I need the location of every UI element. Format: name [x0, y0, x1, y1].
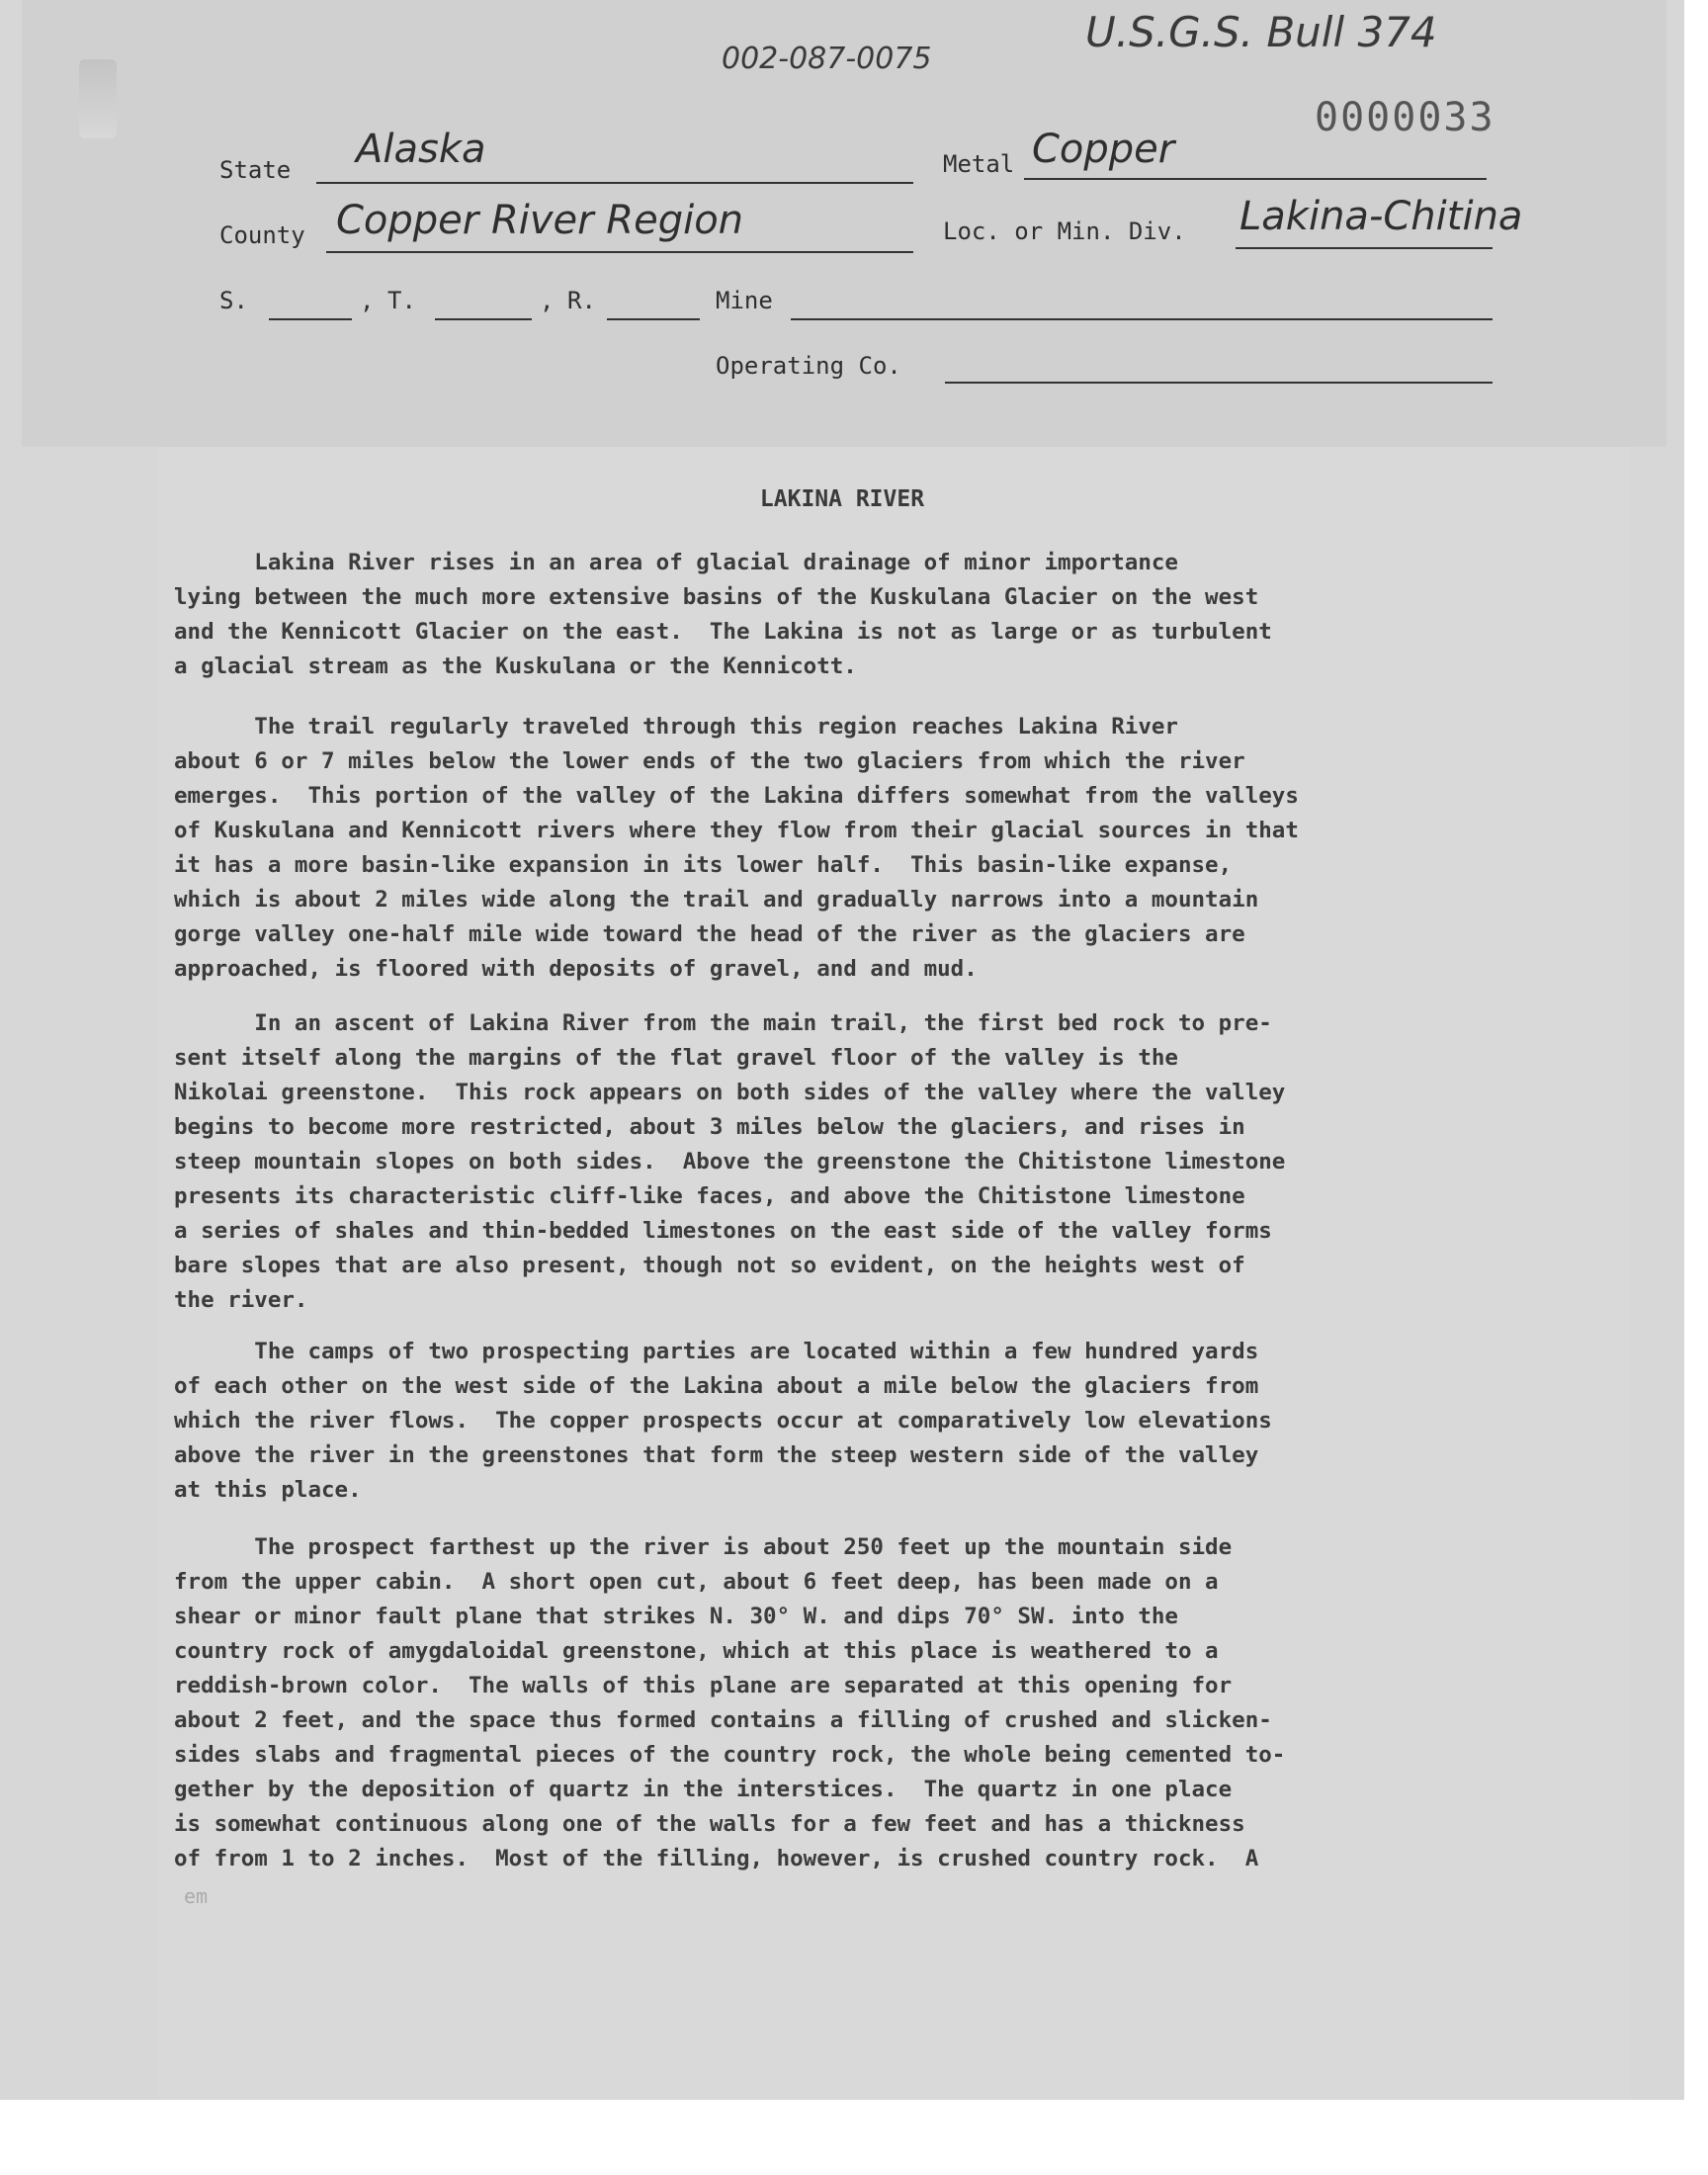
- t-label: T.: [387, 287, 416, 314]
- paragraph-2: The trail regularly traveled through this region reaches Lakina River about 6 or 7 miles below the lower ends of the two glaciers from which the river emerges. This portion of the valley of the Lakina differs somewhat from the valleys of Kuskulana and Kennicott rivers where they flow from their glacial sources in that it has a more basin-like expansion in its lower half. This basin-like expanse, which is about 2 miles wide along the trail and gradually narrows into a mountain gorge valley one-half mile wide toward the head of the river as the glaciers are approached, is floored with deposits of gravel, and and mud.: [174, 714, 1299, 982]
- metal-label: Metal: [943, 150, 1015, 178]
- mine-line: [791, 318, 1493, 320]
- stamp-number: 0000033: [1315, 95, 1495, 140]
- bulletin-reference: U.S.G.S. Bull 374: [1085, 8, 1437, 56]
- county-label: County: [219, 221, 305, 249]
- s-separator: ,: [360, 287, 375, 314]
- r-label: R.: [567, 287, 596, 314]
- mine-label: Mine: [716, 287, 773, 314]
- operating-line: [945, 382, 1493, 384]
- county-value: Copper River Region: [336, 198, 744, 243]
- file-number: 002-087-0075: [722, 42, 932, 76]
- metal-line: [1024, 178, 1487, 180]
- t-separator: ,: [540, 287, 555, 314]
- paragraph-4: The camps of two prospecting parties are located within a few hundred yards of each other on the west side of the Lakina about a mile below the glaciers from which the river flows. The copper prospects occur at comparatively low elevations above the river in the greenstones that form the steep western side of the valley at this place.: [174, 1339, 1272, 1503]
- county-line: [326, 251, 913, 253]
- paragraph-5: The prospect farthest up the river is about 250 feet up the mountain side from the upper cabin. A short open cut, about 6 feet deep, has been made on a shear or minor fault plane that strikes N. 30° W. and dips 70° SW. into the country rock of amygdaloidal greenstone, which at this place is weathered to a reddish-brown color. The walls of this plane are separated at this opening for about 2 feet, and the space thus formed contains a filling of crushed and slicken- sides slabs and fragmental pieces of the country rock, the whole being cemented to- gether by the deposition of quartz in the interstices. The quartz in one place is somewhat continuous along one of the walls for a few feet and has a thickness of from 1 to 2 inches. Most of the filling, however, is crushed country rock. A: [174, 1534, 1286, 1871]
- paragraph-3: In an ascent of Lakina River from the main trail, the first bed rock to pre- sent itself along the margins of the flat gravel floor of the valley is the Nikolai greenstone. This rock appears on both sides of the valley where the valley begins to become more restricted, about 3 miles below the glaciers, and rises in steep mountain slopes on both sides. Above the greenstone the Chitistone limestone presents its characteristic cliff-like faces, and above the Chitistone limestone a series of shales and thin-bedded limestones on the east side of the valley forms bare slopes that are also present, though not so evident, on the heights west of the river.: [174, 1010, 1286, 1313]
- trailing-fragment: em: [184, 1884, 209, 1908]
- metal-value: Copper: [1032, 127, 1175, 172]
- loc-line: [1236, 247, 1493, 249]
- state-line: [316, 182, 913, 184]
- document-title: LAKINA RIVER: [759, 486, 925, 512]
- binder-clip-mark: [79, 59, 117, 138]
- paragraph-1: Lakina River rises in an area of glacial drainage of minor importance lying between the much more extensive basins of the Kuskulana Glacier on the west and the Kennicott Glacier on the east. The Lakina is not as large or as turbulent a glacial stream as the Kuskulana or the Kennicott.: [174, 550, 1272, 679]
- operating-label: Operating Co.: [716, 352, 901, 380]
- s-line: [269, 318, 352, 320]
- state-label: State: [219, 156, 292, 184]
- state-value: Alaska: [356, 127, 486, 172]
- r-line: [607, 318, 700, 320]
- loc-label: Loc. or Min. Div.: [943, 218, 1186, 245]
- s-label: S.: [219, 287, 248, 314]
- loc-value: Lakina-Chitina: [1239, 194, 1523, 239]
- t-line: [435, 318, 532, 320]
